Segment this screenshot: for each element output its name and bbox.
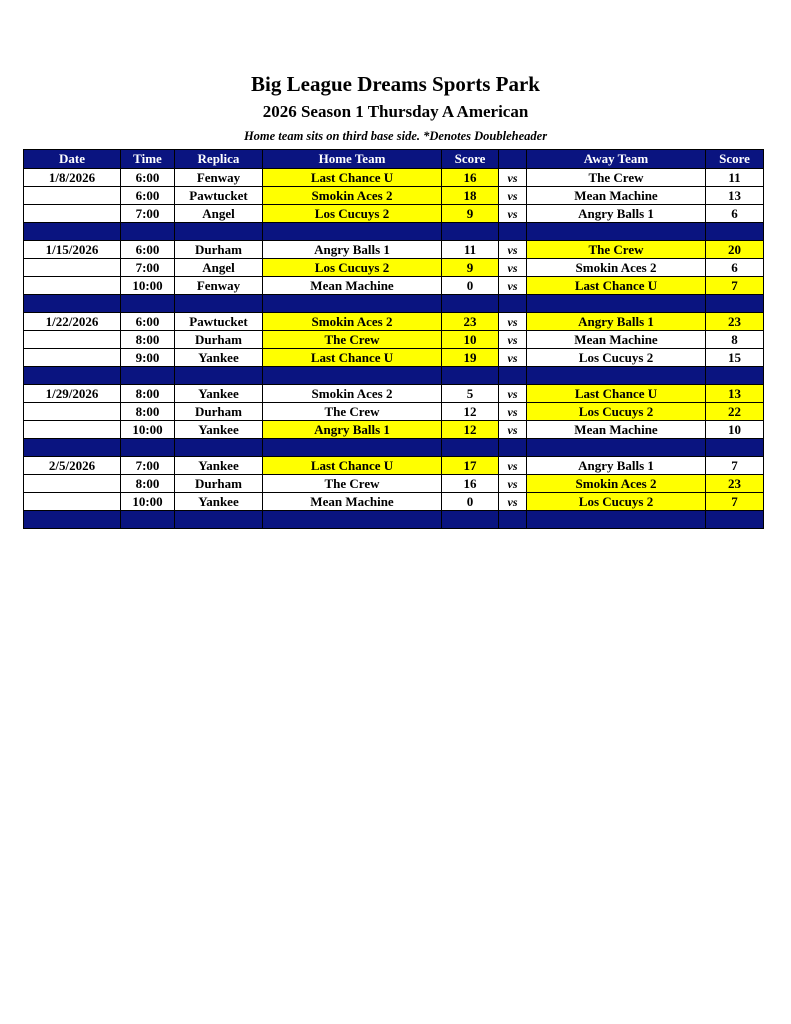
away-score-cell: 10 — [706, 421, 764, 439]
week-separator-row — [24, 367, 764, 385]
time-cell: 8:00 — [121, 403, 175, 421]
replica-cell: Yankee — [175, 493, 263, 511]
separator-cell — [24, 223, 121, 241]
col-header-away-score: Score — [706, 150, 764, 169]
away-score-cell: 13 — [706, 385, 764, 403]
replica-cell: Fenway — [175, 277, 263, 295]
page-title: Big League Dreams Sports Park — [251, 72, 540, 96]
replica-cell: Yankee — [175, 457, 263, 475]
home-score-cell: 9 — [442, 205, 499, 223]
vs-cell: vs — [499, 493, 527, 511]
separator-cell — [175, 223, 263, 241]
time-cell: 7:00 — [121, 205, 175, 223]
away-team-cell: Angry Balls 1 — [527, 313, 706, 331]
away-team-cell: Smokin Aces 2 — [527, 475, 706, 493]
replica-cell: Durham — [175, 475, 263, 493]
col-header-away-team: Away Team — [527, 150, 706, 169]
away-score-cell: 11 — [706, 169, 764, 187]
table-row — [24, 205, 764, 223]
replica-cell: Yankee — [175, 349, 263, 367]
time-cell: 10:00 — [121, 421, 175, 439]
table-row — [24, 169, 764, 187]
date-cell — [24, 475, 121, 493]
table-row — [24, 403, 764, 421]
vs-cell: vs — [499, 349, 527, 367]
replica-cell: Pawtucket — [175, 187, 263, 205]
date-cell: 1/8/2026 — [24, 169, 121, 187]
vs-cell: vs — [499, 187, 527, 205]
separator-cell — [499, 439, 527, 457]
time-cell: 10:00 — [121, 493, 175, 511]
separator-cell — [121, 223, 175, 241]
away-score-cell: 6 — [706, 259, 764, 277]
vs-cell: vs — [499, 169, 527, 187]
home-score-cell: 5 — [442, 385, 499, 403]
away-team-cell: Angry Balls 1 — [527, 205, 706, 223]
home-team-cell: Los Cucuys 2 — [263, 205, 442, 223]
vs-cell: vs — [499, 421, 527, 439]
separator-cell — [263, 295, 442, 313]
schedule-table — [23, 149, 764, 529]
schedule-body — [24, 169, 764, 529]
replica-cell: Angel — [175, 259, 263, 277]
time-cell: 6:00 — [121, 187, 175, 205]
date-cell — [24, 403, 121, 421]
separator-cell — [121, 367, 175, 385]
separator-cell — [706, 439, 764, 457]
away-score-cell: 23 — [706, 313, 764, 331]
replica-cell: Durham — [175, 331, 263, 349]
away-score-cell: 7 — [706, 493, 764, 511]
away-team-cell: Los Cucuys 2 — [527, 403, 706, 421]
home-team-cell: Mean Machine — [263, 277, 442, 295]
time-cell: 8:00 — [121, 385, 175, 403]
time-cell: 6:00 — [121, 241, 175, 259]
week-separator-row — [24, 511, 764, 529]
away-team-cell: Last Chance U — [527, 277, 706, 295]
separator-cell — [527, 511, 706, 529]
table-row — [24, 349, 764, 367]
date-cell — [24, 349, 121, 367]
time-cell: 7:00 — [121, 259, 175, 277]
date-cell — [24, 259, 121, 277]
col-header-time: Time — [121, 150, 175, 169]
separator-cell — [527, 295, 706, 313]
home-score-cell: 17 — [442, 457, 499, 475]
table-row — [24, 385, 764, 403]
separator-cell — [706, 367, 764, 385]
home-team-cell: Angry Balls 1 — [263, 241, 442, 259]
table-row — [24, 457, 764, 475]
home-team-cell: Smokin Aces 2 — [263, 385, 442, 403]
home-score-cell: 12 — [442, 421, 499, 439]
table-row — [24, 421, 764, 439]
separator-cell — [706, 295, 764, 313]
home-team-cell: Smokin Aces 2 — [263, 313, 442, 331]
separator-cell — [442, 511, 499, 529]
home-team-cell: The Crew — [263, 331, 442, 349]
replica-cell: Yankee — [175, 385, 263, 403]
table-row — [24, 331, 764, 349]
away-score-cell: 7 — [706, 277, 764, 295]
separator-cell — [499, 223, 527, 241]
date-cell: 1/15/2026 — [24, 241, 121, 259]
time-cell: 6:00 — [121, 169, 175, 187]
separator-cell — [175, 439, 263, 457]
table-row — [24, 475, 764, 493]
away-score-cell: 23 — [706, 475, 764, 493]
away-team-cell: Mean Machine — [527, 331, 706, 349]
home-team-cell: Last Chance U — [263, 169, 442, 187]
time-cell: 9:00 — [121, 349, 175, 367]
col-header-date: Date — [24, 150, 121, 169]
table-row — [24, 277, 764, 295]
table-row — [24, 187, 764, 205]
time-cell: 6:00 — [121, 313, 175, 331]
separator-cell — [527, 439, 706, 457]
away-score-cell: 20 — [706, 241, 764, 259]
vs-cell: vs — [499, 277, 527, 295]
away-score-cell: 15 — [706, 349, 764, 367]
home-team-cell: The Crew — [263, 403, 442, 421]
separator-cell — [24, 511, 121, 529]
separator-cell — [121, 439, 175, 457]
away-team-cell: Los Cucuys 2 — [527, 493, 706, 511]
away-score-cell: 6 — [706, 205, 764, 223]
home-score-cell: 18 — [442, 187, 499, 205]
away-team-cell: Los Cucuys 2 — [527, 349, 706, 367]
header-row — [24, 150, 764, 169]
vs-cell: vs — [499, 313, 527, 331]
replica-cell: Durham — [175, 403, 263, 421]
date-cell: 1/29/2026 — [24, 385, 121, 403]
vs-cell: vs — [499, 475, 527, 493]
away-score-cell: 7 — [706, 457, 764, 475]
separator-cell — [121, 511, 175, 529]
replica-cell: Fenway — [175, 169, 263, 187]
away-score-cell: 22 — [706, 403, 764, 421]
separator-cell — [263, 223, 442, 241]
home-team-cell: Mean Machine — [263, 493, 442, 511]
separator-cell — [499, 295, 527, 313]
away-team-cell: The Crew — [527, 169, 706, 187]
home-team-cell: The Crew — [263, 475, 442, 493]
table-row — [24, 313, 764, 331]
date-cell — [24, 187, 121, 205]
home-team-cell: Smokin Aces 2 — [263, 187, 442, 205]
table-row — [24, 493, 764, 511]
home-team-cell: Angry Balls 1 — [263, 421, 442, 439]
date-cell — [24, 205, 121, 223]
away-team-cell: The Crew — [527, 241, 706, 259]
replica-cell: Yankee — [175, 421, 263, 439]
date-cell: 2/5/2026 — [24, 457, 121, 475]
vs-cell: vs — [499, 205, 527, 223]
home-score-cell: 0 — [442, 493, 499, 511]
replica-cell: Durham — [175, 241, 263, 259]
home-team-cell: Los Cucuys 2 — [263, 259, 442, 277]
separator-cell — [442, 439, 499, 457]
separator-cell — [499, 367, 527, 385]
separator-cell — [706, 223, 764, 241]
vs-cell: vs — [499, 331, 527, 349]
away-team-cell: Smokin Aces 2 — [527, 259, 706, 277]
date-cell: 1/22/2026 — [24, 313, 121, 331]
week-separator-row — [24, 439, 764, 457]
separator-cell — [706, 511, 764, 529]
replica-cell: Angel — [175, 205, 263, 223]
separator-cell — [263, 439, 442, 457]
time-cell: 8:00 — [121, 475, 175, 493]
away-score-cell: 13 — [706, 187, 764, 205]
separator-cell — [121, 295, 175, 313]
away-team-cell: Last Chance U — [527, 385, 706, 403]
week-separator-row — [24, 295, 764, 313]
away-team-cell: Mean Machine — [527, 421, 706, 439]
separator-cell — [263, 367, 442, 385]
separator-cell — [442, 223, 499, 241]
home-score-cell: 23 — [442, 313, 499, 331]
vs-cell: vs — [499, 403, 527, 421]
away-score-cell: 8 — [706, 331, 764, 349]
page-subtitle: 2026 Season 1 Thursday A American — [262, 102, 529, 121]
time-cell: 10:00 — [121, 277, 175, 295]
home-score-cell: 10 — [442, 331, 499, 349]
away-team-cell: Angry Balls 1 — [527, 457, 706, 475]
time-cell: 8:00 — [121, 331, 175, 349]
home-score-cell: 16 — [442, 169, 499, 187]
week-separator-row — [24, 223, 764, 241]
col-header-vs — [499, 150, 527, 169]
col-header-home-score: Score — [442, 150, 499, 169]
replica-cell: Pawtucket — [175, 313, 263, 331]
home-score-cell: 12 — [442, 403, 499, 421]
home-score-cell: 0 — [442, 277, 499, 295]
schedule-note: Home team sits on third base side. *Denotes Doubleheader — [243, 129, 548, 143]
home-team-cell: Last Chance U — [263, 457, 442, 475]
separator-cell — [24, 295, 121, 313]
separator-cell — [527, 367, 706, 385]
away-team-cell: Mean Machine — [527, 187, 706, 205]
separator-cell — [442, 367, 499, 385]
separator-cell — [24, 367, 121, 385]
home-score-cell: 11 — [442, 241, 499, 259]
time-cell: 7:00 — [121, 457, 175, 475]
home-score-cell: 19 — [442, 349, 499, 367]
date-cell — [24, 421, 121, 439]
separator-cell — [527, 223, 706, 241]
date-cell — [24, 277, 121, 295]
col-header-replica: Replica — [175, 150, 263, 169]
col-header-home-team: Home Team — [263, 150, 442, 169]
home-score-cell: 16 — [442, 475, 499, 493]
separator-cell — [175, 367, 263, 385]
vs-cell: vs — [499, 457, 527, 475]
separator-cell — [263, 511, 442, 529]
table-row — [24, 241, 764, 259]
vs-cell: vs — [499, 241, 527, 259]
separator-cell — [24, 439, 121, 457]
separator-cell — [175, 511, 263, 529]
date-cell — [24, 493, 121, 511]
separator-cell — [442, 295, 499, 313]
separator-cell — [499, 511, 527, 529]
home-score-cell: 9 — [442, 259, 499, 277]
date-cell — [24, 331, 121, 349]
table-row — [24, 259, 764, 277]
vs-cell: vs — [499, 385, 527, 403]
home-team-cell: Last Chance U — [263, 349, 442, 367]
vs-cell: vs — [499, 259, 527, 277]
separator-cell — [175, 295, 263, 313]
